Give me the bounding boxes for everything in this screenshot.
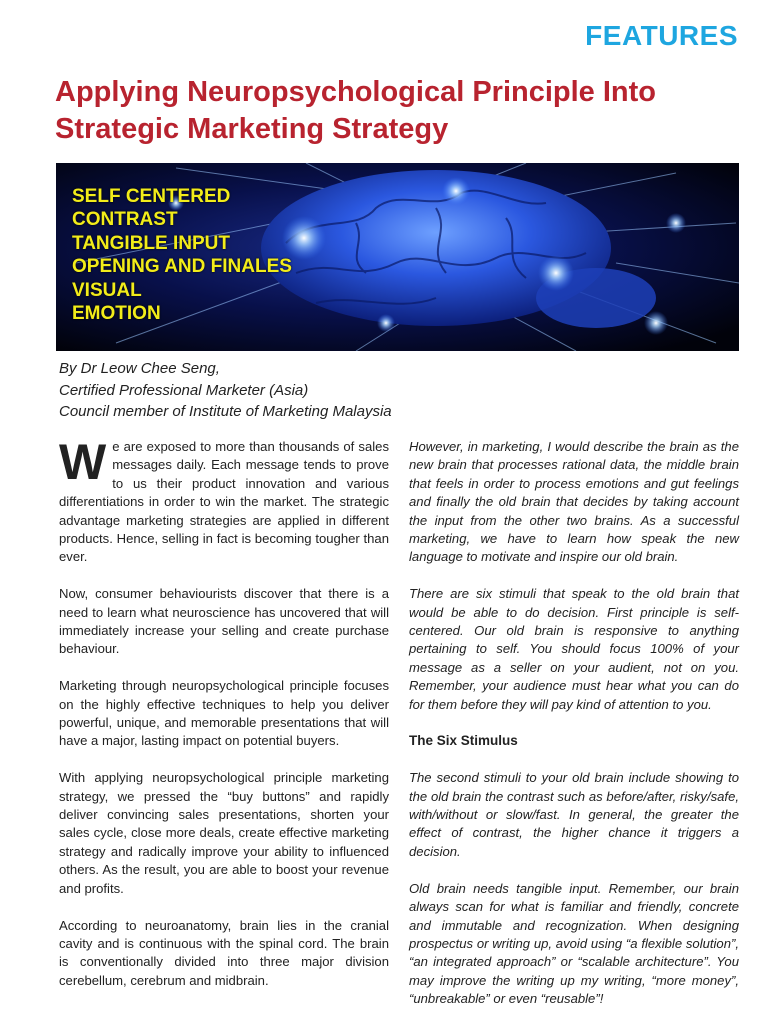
paragraph-text: e are exposed to more than thousands of sales messages daily. Each message tends to prove to us their product innovation and various differentiations in order to win the market. The strategic advantage marketing strategies are applied in different products. Hence, selling in fact is becoming tougher than ever.	[59, 439, 389, 565]
section-heading: The Six Stimulus	[409, 733, 518, 749]
paragraph	[59, 434, 389, 567]
author-affiliation: Council member of Institute of Marketing Malaysia	[59, 403, 392, 420]
left-column	[59, 434, 389, 1009]
byline	[59, 358, 392, 423]
paragraph: Old brain needs tangible input. Remember, our brain always scan for what is familiar and friendly, concrete and immutable and recognization. When designing prospectus or writing up, avoid using “a flexible solution”, “an integrated approach” or “scalable architecture”. You may improve the writing up my writing, “more money”, “unbreakable” or even “reusable”!	[409, 880, 739, 1007]
list-item: VISUAL	[72, 279, 142, 301]
list-item: EMOTION	[72, 303, 161, 325]
paragraph: Now, consumer behaviourists discover that there is a need to learn what neuroscience has uncovered that will immediately increase your selling and create purchase behaviour.	[59, 586, 389, 657]
list-item: OPENING AND FINALES	[72, 256, 292, 278]
paragraph: The second stimuli to your old brain include showing to the old brain the contrast such as before/after, risky/safe, with/without or slow/fast. In general, the greater the effect of contrast, the higher chance it triggers a decision.	[409, 770, 739, 859]
stimuli-list	[72, 185, 292, 325]
paragraph: According to neuroanatomy, brain lies in the cranial cavity and is continuous with the spinal cord. The brain is conventionally divided into three major division cerebellum, cerebrum and midbrain.	[59, 917, 389, 988]
section-label: FEATURES	[585, 20, 738, 51]
list-item: TANGIBLE INPUT	[72, 232, 230, 254]
paragraph: With applying neuropsychological principle marketing strategy, we pressed the “buy buttons” and rapidly deliver convincing sales presentations, shorten your sales cycle, close more deals, create effective marketing strategy and radically improve your ability to influenced others. As the result, you are able to boost your revenue and profits.	[59, 770, 389, 896]
list-item: CONTRAST	[72, 209, 178, 231]
right-column	[409, 438, 739, 1027]
hero-banner	[56, 163, 739, 351]
author: By Dr Leow Chee Seng,	[59, 360, 220, 377]
paragraph: There are six stimuli that speak to the old brain that would be able to do decision. First principle is self-centered. Our old brain is responsive to anything pertaining to self. You should focus 100% of your message as a seller on your audient, not on you. Remember, your audience must hear what you can do for them before they will pay kind of attention to you.	[409, 586, 739, 712]
drop-cap: W	[59, 434, 107, 490]
author-role: Certified Professional Marketer (Asia)	[59, 381, 309, 399]
article-title: Applying Neuropsychological Principle Into Strategic Marketing Strategy	[55, 76, 657, 145]
paragraph: However, in marketing, I would describe the brain as the new brain that processes rational data, the middle brain that feels in order to process emotions and gut feelings and finally the old brain that decides by taking account the input from the other two brains. As a successful marketing, we have to learn how speak the new language to motivate and inspire our old brain.	[409, 439, 739, 565]
list-item: SELF CENTERED	[72, 186, 231, 207]
paragraph: Marketing through neuropsychological principle focuses on the highly effective techniques to help you deliver powerful, unique, and memorable presentations that will have a major, lasting impact on potential buyers.	[59, 678, 389, 749]
